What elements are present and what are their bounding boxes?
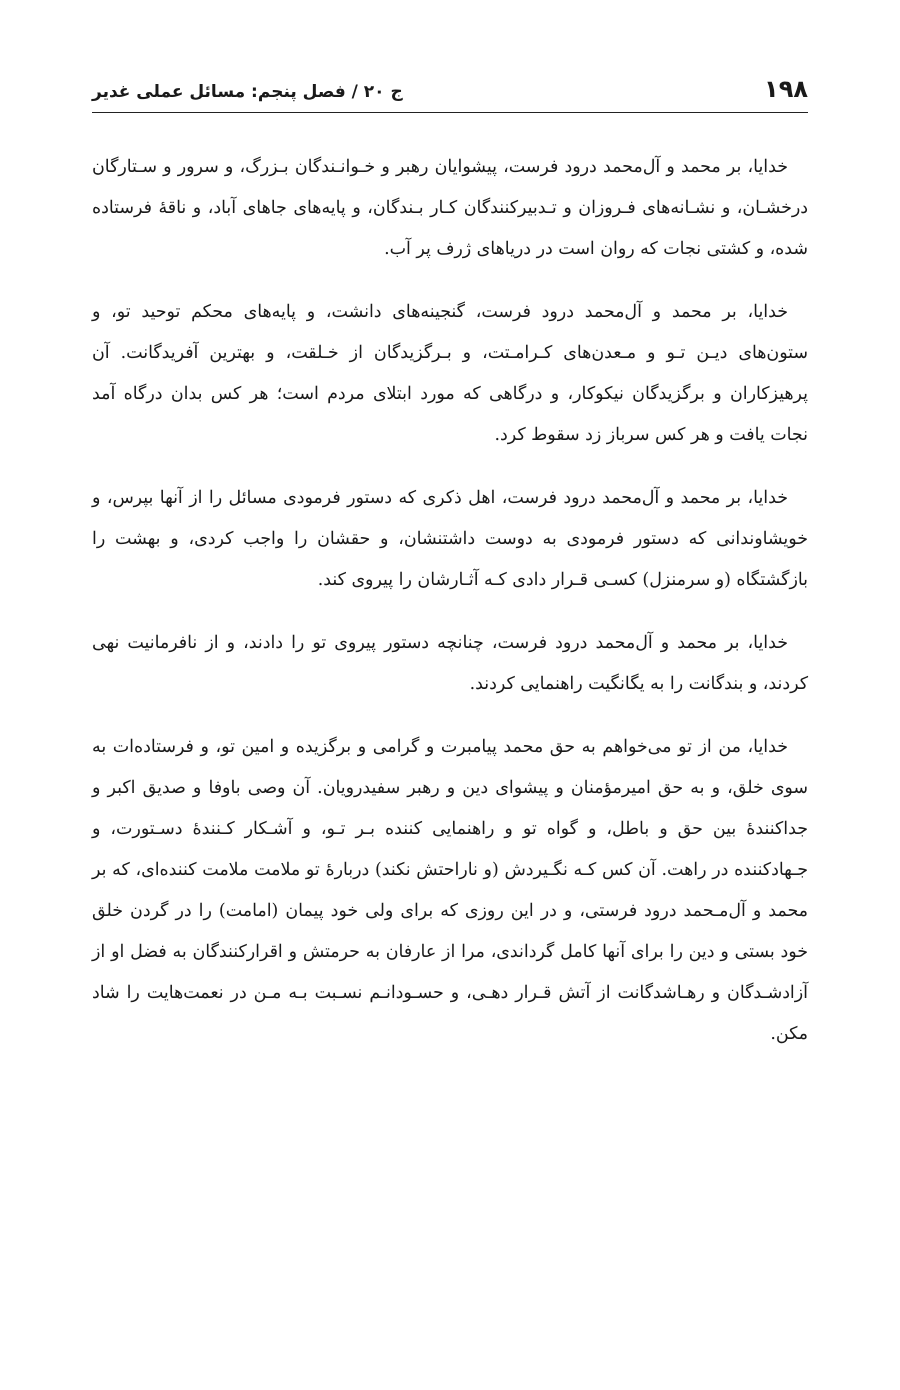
book-page	[92, 70, 808, 1077]
page-header	[92, 70, 808, 113]
paragraph: خدایا، بر محمد و آل‌محمد درود فرست، چنانچه دستور پیروی تو را دادند، و از نافرمانیت نهی کردند، و بندگانت را به یگانگیت راهنمایی کردند.	[92, 633, 808, 694]
paragraph: خدایا، من از تو می‌خواهم به حق محمد پیامبرت و گرامی و برگزیده و امین تو، و فرستاده‌ات به سوی خلق، و به حق امیرمؤمنان و پیشوای دین و رهبر سفیدرویان. آن وصی باوفا و صدیق اکبر و جداکنندهٔ بین حق و باطل، و گواه تو و راهنمایی کننده بـر تـو، و آشـکار کـنندهٔ دسـتورت، و جـهادکننده در راهت. آن کس کـه نگـیردش (و ناراحتش نکند) دربارهٔ تو ملامت ملامت کننده‌ای، که بر محمد و آل‌مـحمد درود فرستی، و در این روزی که برای ولی خود پیمان (امامت) را در گردن خلق خود بستی و دین را برای آنها کامل گرداندی، مرا از عارفان به حرمتش و اقرارکنندگان به فضل او از آزادشـدگان و رهـاشدگانت از آتش قـرار دهـی، و حسـودانـم نسـبت بـه مـن در نعمت‌هایت را شاد مکن.	[92, 737, 808, 1044]
page-number: ۱۹۸	[764, 75, 808, 103]
paragraph: خدایا، بر محمد و آل‌محمد درود فرست، پیشوایان رهبر و خـوانـندگان بـزرگ، و سرور و سـتارگان درخشـان، و نشـانه‌های فـروزان و تـدبیرکنندگان کـار بـندگان، و پایه‌های جاهای آباد، و ناقهٔ فرستاده شده، و کشتی نجات که روان است در دریاهای ژرف پر آب.	[92, 157, 808, 259]
running-title: ج ۲۰ / فصل پنجم: مسائل عملی غدیر	[92, 82, 403, 102]
page-body	[92, 147, 808, 1055]
paragraph: خدایا، بر محمد و آل‌محمد درود فرست، اهل ذکری که دستور فرمودی مسائل را از آنها بپرس، و خویشاوندانی که دستور فرمودی به دوست داشتنشان، و حقشان را واجب کردی، و بهشت را بازگشتگاه (و سرمنزل) کسـی قـرار دادی کـه آثـارشان را پیروی کند.	[92, 488, 808, 590]
paragraph: خدایا، بر محمد و آل‌محمد درود فرست، گنجینه‌های دانشت، و پایه‌های محکم توحید تو، و ستون‌های دیـن تـو و مـعدن‌های کـرامـتت، و بـرگزیدگان از خـلقت، و بهترین آفریدگانت. آن پرهیزکاران و برگزیدگان نیکوکار، و درگاهی که مورد ابتلای مردم است؛ هر کس بدان درگاه آمد نجات یافت و هر کس سرباز زد سقوط کرد.	[92, 302, 808, 445]
